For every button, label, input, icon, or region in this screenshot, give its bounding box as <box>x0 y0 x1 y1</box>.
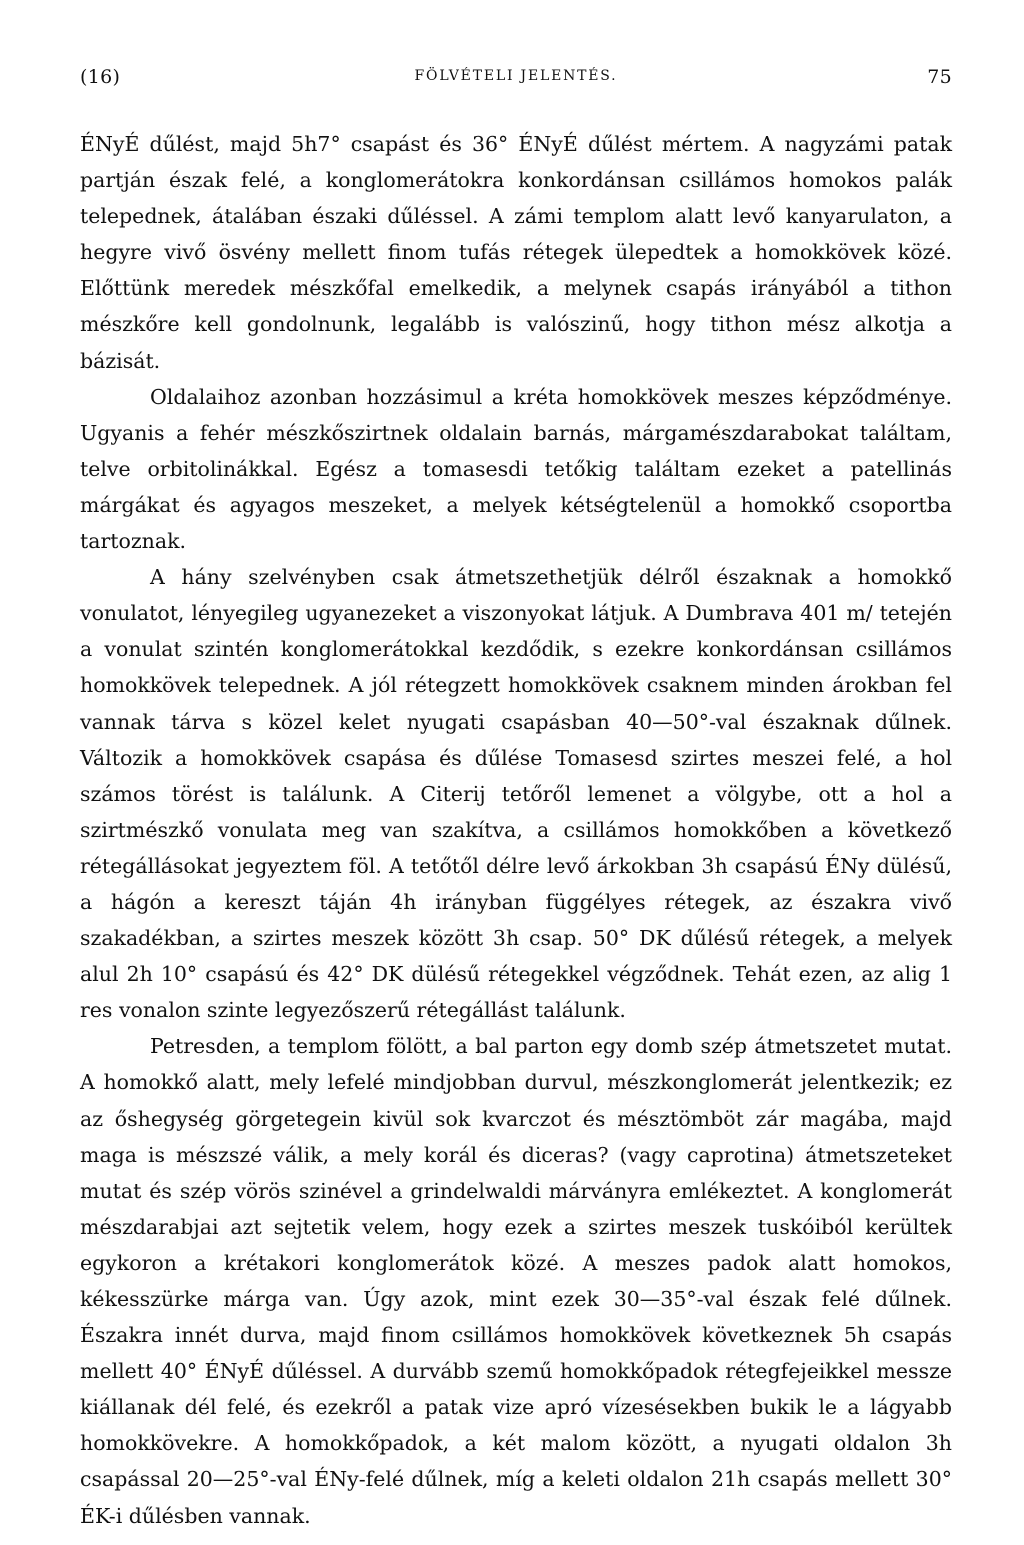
running-header <box>80 66 952 100</box>
running-title: FÖLVÉTELI JELENTÉS. <box>414 68 618 84</box>
page-number-left: (16) <box>80 66 121 88</box>
paragraph: A hány szelvényben csak átmetszethetjük délről északnak a homokkő vonulatot, lényegileg ugyanezeket a viszonyokat látjuk. A Dumbrava 401 m/ tetején a vonulat szintén konglomerátokkal kezdődik, s ezekre konkordánsan csillámos homokkövek telepednek. A jól rétegzett homokkövek csaknem minden árokban fel vannak tárva s közel kelet nyugati csapásban 40—50°-val északnak dűlnek. Változik a homokkövek csapása és dűlése Tomasesd szirtes meszei felé, a hol számos törést is találunk. A Citerij tetőről lemenet a völgybe, ott a hol a szirtmészkő vonulata meg van szakítva, a csillámos homokkőben a következő rétegállásokat jegyeztem föl. A tetőtől délre levő árkokban 3h csapású ÉNy dülésű, a hágón a kereszt táján 4h irányban függélyes rétegek, az északra vivő szakadékban, a szirtes meszek között 3h csap. 50° DK dűlésű rétegek, a melyek alul 2h 10° csapású és 42° DK dülésű rétegekkel végződnek. Tehát ezen, az alig 1 res vonalon szinte legyezőszerű rétegállást találunk. <box>80 565 952 1023</box>
paragraph: Petresden, a templom fölött, a bal parton egy domb szép átmetszetet mutat. A homokkő alatt, mely lefelé mindjobban durvul, mészkonglomerát jelentkezik; ez az őshegység görgetegein kivül sok kvarczot és mésztömböt zár magába, majd maga is mészszé válik, a mely korál és diceras? (vagy caprotina) átmetszeteket mutat és szép vörös szinével a grindelwaldi márványra emlékeztet. A konglomerát mészdarabjai azt sejtetik velem, hogy ezek a szirtes meszek tuskóiból kerültek egykoron a krétakori konglomerátok közé. A meszes padok alatt homokos, kékesszürke márga van. Úgy azok, mint ezek 30—35°-val észak felé dűlnek. Északra innét durva, majd finom csillámos homokkövek következnek 5h csapás mellett 40° ÉNyÉ dűléssel. A durvább szemű homokkőpadok rétegfejeikkel messze kiállanak dél felé, és ezekről a patak vize apró vízesésekben bukik le a lágyabb homokkövekre. A homokkőpadok, a két malom között, a nyugati oldalon 3h csapással 20—25°-val ÉNy-felé dűlnek, míg a keleti oldalon 21h csapás mellett 30° ÉK-i dűlésben vannak. <box>80 1034 952 1528</box>
body-text <box>80 126 952 1534</box>
page-number-right: 75 <box>927 66 952 88</box>
paragraph: Oldalaihoz azonban hozzásimul a kréta homokkövek meszes képződménye. Ugyanis a fehér mészkőszirtnek oldalain barnás, márgamészdarabokat találtam, telve orbitolinákkal. Egész a tomasesdi tetőkig találtam ezeket a patellinás márgákat és agyagos meszeket, a melyek kétségtelenül a homokkő csoportba tartoznak. <box>80 384 952 554</box>
paragraph: ÉNyÉ dűlést, majd 5h7° csapást és 36° ÉNyÉ dűlést mértem. A nagyzámi patak partján észak felé, a konglomerátokra konkordánsan csillámos homokos palák telepednek, átalában északi dűléssel. A zámi templom alatt levő kanyarulaton, a hegyre vivő ösvény mellett finom tufás rétegek ülepedtek a homokkövek közé. Előttünk meredek mészkőfal emelkedik, a melynek csapás irányából a tithon mészkőre kell gondolnunk, legalább is valószinű, hogy tithon mész alkotja a bázisát. <box>80 132 952 373</box>
